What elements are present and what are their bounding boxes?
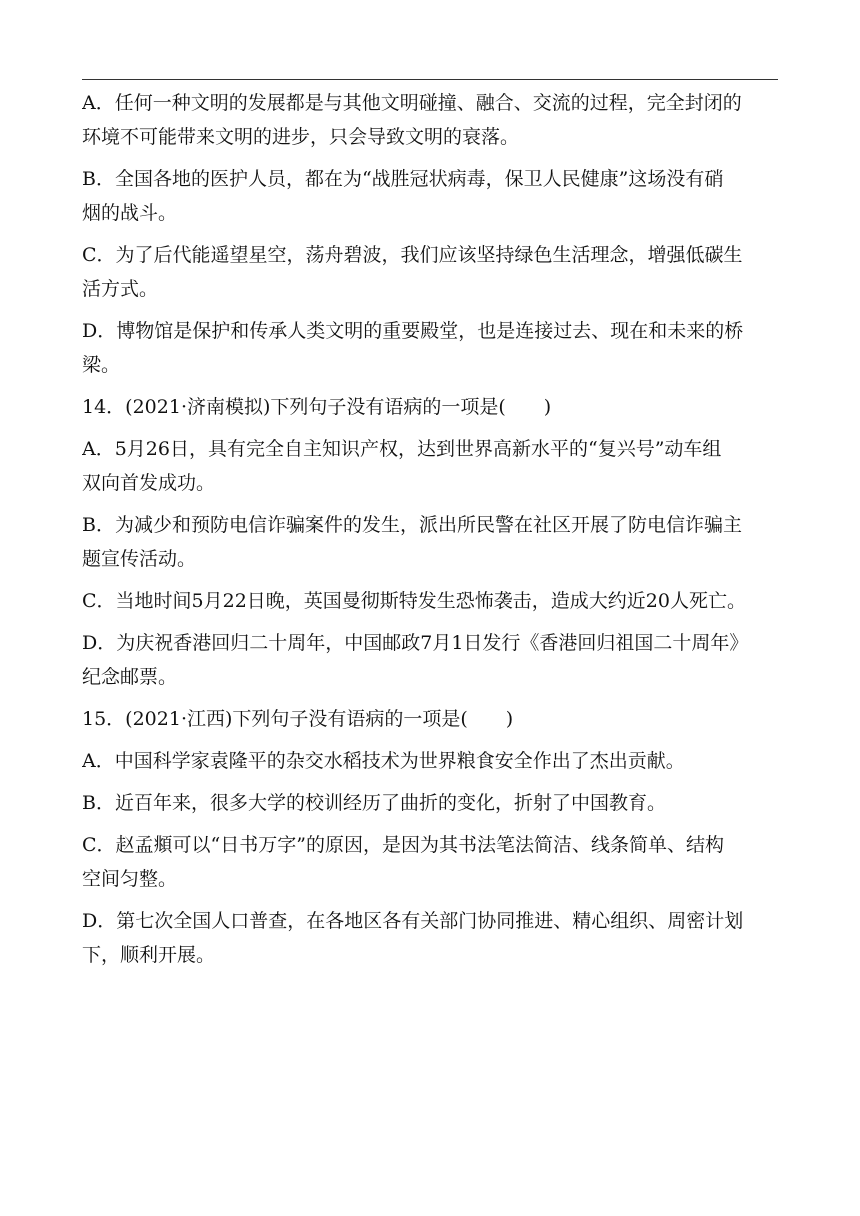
question-14 (82, 390, 782, 424)
text-line: B．全国各地的医护人员，都在为“战胜冠状病毒，保卫人民健康”这场没有硝 (82, 168, 724, 190)
text-line: C．为了后代能遥望星空，荡舟碧波，我们应该坚持绿色生活理念，增强低碳生 (82, 244, 743, 266)
option-b-q14 (82, 508, 782, 576)
option-a-q15 (82, 744, 782, 778)
text-line: 空间匀整。 (82, 868, 178, 890)
text-line: 烟的战斗。 (82, 202, 178, 224)
text-line: A．5月26日，具有完全自主知识产权，达到世界高新水平的“复兴号”动车组 (82, 438, 722, 460)
text-line: 活方式。 (82, 278, 159, 300)
question-stem: 14．(2021·济南模拟)下列句子没有语病的一项是( ) (82, 396, 552, 418)
document-body (82, 86, 782, 972)
text-line: 题宣传活动。 (82, 548, 197, 570)
option-b-q13 (82, 162, 782, 230)
text-line: D．博物馆是保护和传承人类文明的重要殿堂，也是连接过去、现在和未来的桥 (82, 320, 744, 342)
text-line: 下，顺利开展。 (82, 944, 216, 966)
text-line: A．任何一种文明的发展都是与其他文明碰撞、融合、交流的过程，完全封闭的 (82, 92, 742, 114)
text-line: 纪念邮票。 (82, 666, 178, 688)
option-b-q15 (82, 786, 782, 820)
text-line: 双向首发成功。 (82, 472, 216, 494)
question-stem: 15．(2021·江西)下列句子没有语病的一项是( ) (82, 708, 514, 730)
text-line: 环境不可能带来文明的进步，只会导致文明的衰落。 (82, 126, 520, 148)
text-line: C．当地时间5月22日晚，英国曼彻斯特发生恐怖袭击，造成大约近20人死亡。 (82, 590, 746, 612)
option-d-q13 (82, 314, 782, 382)
option-a-q13 (82, 86, 782, 154)
text-line: D．第七次全国人口普查，在各地区各有关部门协同推进、精心组织、周密计划 (82, 910, 744, 932)
option-a-q14 (82, 432, 782, 500)
text-line: C．赵孟頫可以“日书万字”的原因，是因为其书法笔法简洁、线条简单、结构 (82, 834, 724, 856)
option-d-q14 (82, 626, 782, 694)
question-15 (82, 702, 782, 736)
text-line: D．为庆祝香港回归二十周年，中国邮政7月1日发行《香港回归祖国二十周年》 (82, 632, 749, 654)
text-line: B．为减少和预防电信诈骗案件的发生，派出所民警在社区开展了防电信诈骗主 (82, 514, 742, 536)
option-c-q13 (82, 238, 782, 306)
text-line: 梁。 (82, 354, 121, 376)
option-d-q15 (82, 904, 782, 972)
text-line: B．近百年来，很多大学的校训经历了曲折的变化，折射了中国教育。 (82, 792, 666, 814)
text-line: A．中国科学家袁隆平的杂交水稻技术为世界粮食安全作出了杰出贡献。 (82, 750, 685, 772)
header-rule (82, 79, 778, 80)
option-c-q14 (82, 584, 782, 618)
option-c-q15 (82, 828, 782, 896)
